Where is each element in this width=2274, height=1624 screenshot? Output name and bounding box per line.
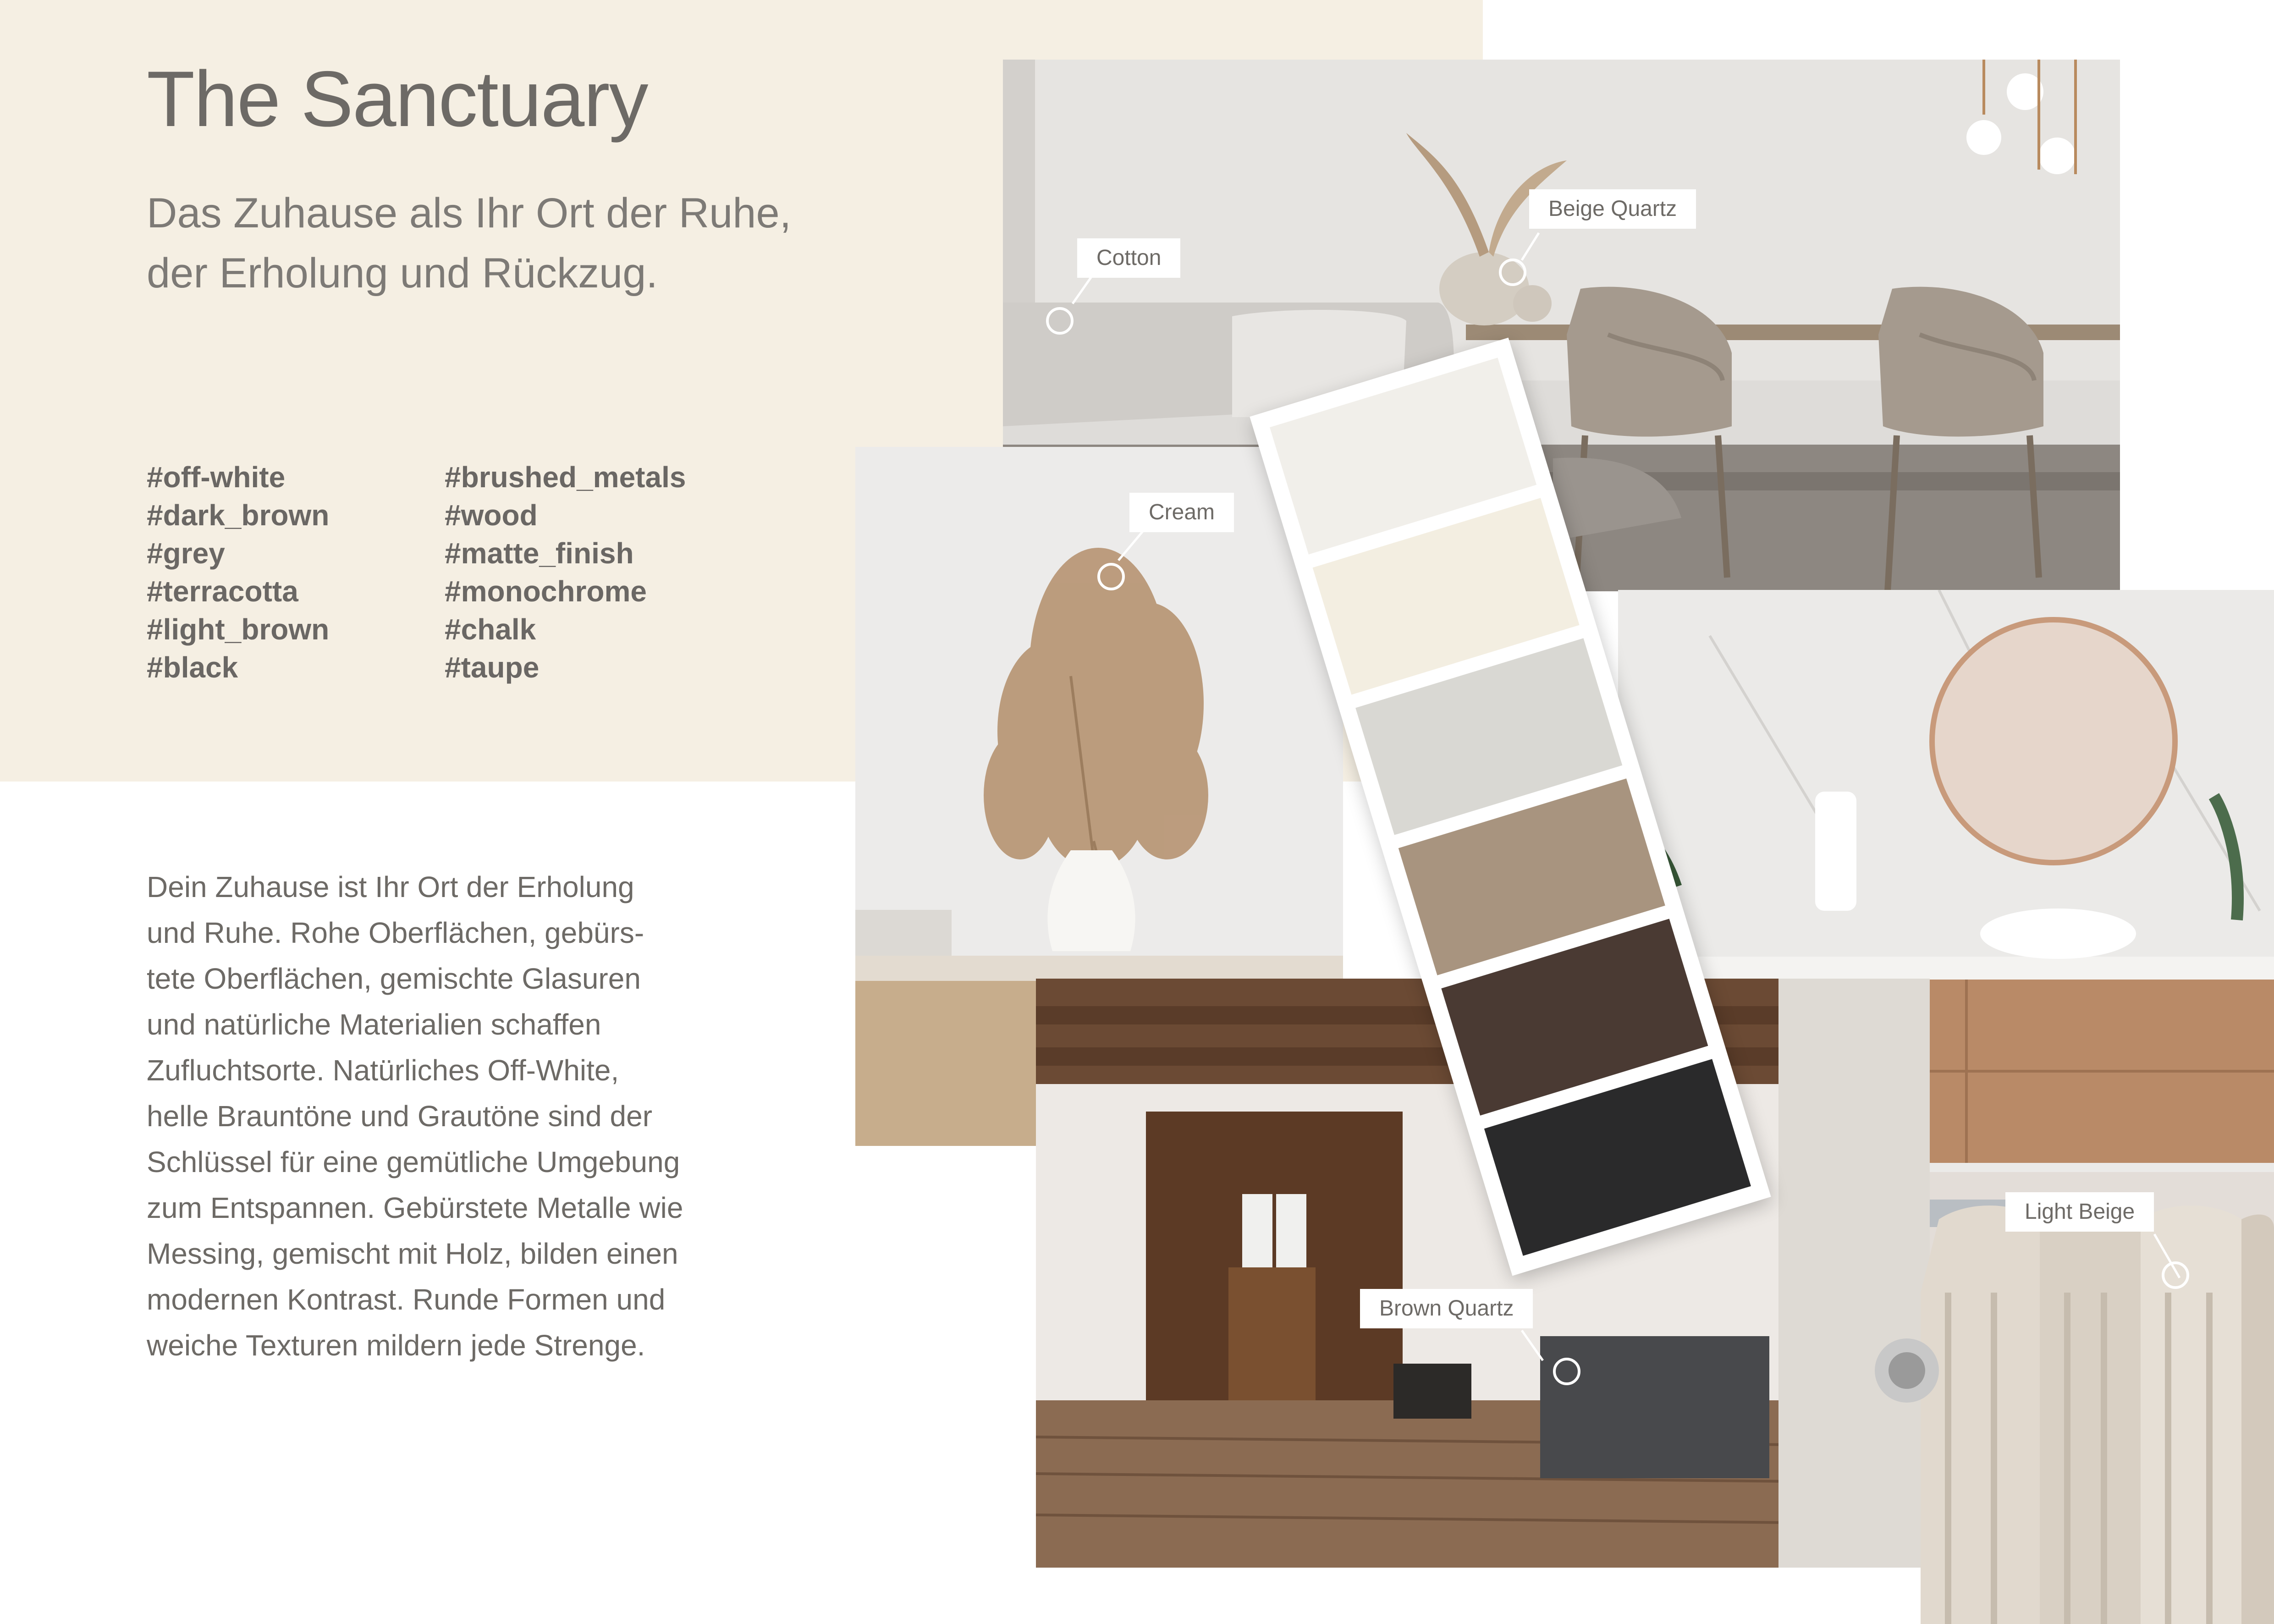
tag-list-right: [445, 458, 686, 687]
tag: #off-white: [147, 461, 286, 494]
body-line: Schlüssel für eine gemütliche Umgebung: [147, 1145, 680, 1178]
tag: #wood: [445, 499, 538, 532]
tag-list-left: [147, 458, 329, 687]
body-line: tete Oberflächen, gemischte Glasuren: [147, 962, 641, 995]
marker-dot: [1553, 1358, 1580, 1385]
tag: #grey: [147, 537, 225, 570]
subtitle-line: der Erholung und Rückzug.: [147, 249, 658, 297]
body-line: und Ruhe. Rohe Oberflächen, gebürs-: [147, 916, 644, 949]
body-line: modernen Kontrast. Runde Formen und: [147, 1283, 666, 1316]
body-line: helle Brauntöne und Grautöne sind der: [147, 1100, 652, 1133]
tag: #chalk: [445, 613, 536, 646]
tag: #matte_finish: [445, 537, 634, 570]
body-line: Zufluchtsorte. Natürliches Off-White,: [147, 1054, 619, 1087]
tag: #dark_brown: [147, 499, 330, 532]
marker-dot: [1097, 563, 1125, 590]
body-paragraph: [147, 864, 683, 1368]
page-title: The Sanctuary: [147, 55, 648, 143]
tag: #light_brown: [147, 613, 330, 646]
subtitle: [147, 183, 926, 303]
body-line: und natürliche Materialien schaffen: [147, 1008, 601, 1041]
label-cream: Cream: [1129, 493, 1234, 532]
body-line: weiche Texturen mildern jede Strenge.: [147, 1329, 645, 1362]
tag: #terracotta: [147, 575, 298, 608]
body-line: zum Entspannen. Gebürstete Metalle wie: [147, 1191, 683, 1224]
marker-dot: [2162, 1261, 2189, 1289]
subtitle-line: Das Zuhause als Ihr Ort der Ruhe,: [147, 190, 792, 237]
label-cotton: Cotton: [1077, 238, 1180, 278]
label-brown-quartz: Brown Quartz: [1360, 1289, 1533, 1328]
label-beige-quartz: Beige Quartz: [1529, 189, 1696, 229]
marker-dot: [1046, 307, 1074, 335]
body-line: Messing, gemischt mit Holz, bilden einen: [147, 1237, 678, 1270]
tag: #monochrome: [445, 575, 647, 608]
tag: #brushed_metals: [445, 461, 686, 494]
tag: #taupe: [445, 651, 540, 684]
label-light-beige: Light Beige: [2005, 1192, 2154, 1232]
body-line: Dein Zuhause ist Ihr Ort der Erholung: [147, 870, 634, 903]
tag: #black: [147, 651, 238, 684]
marker-dot: [1499, 259, 1526, 286]
radiator-photo: [1847, 1201, 2274, 1624]
